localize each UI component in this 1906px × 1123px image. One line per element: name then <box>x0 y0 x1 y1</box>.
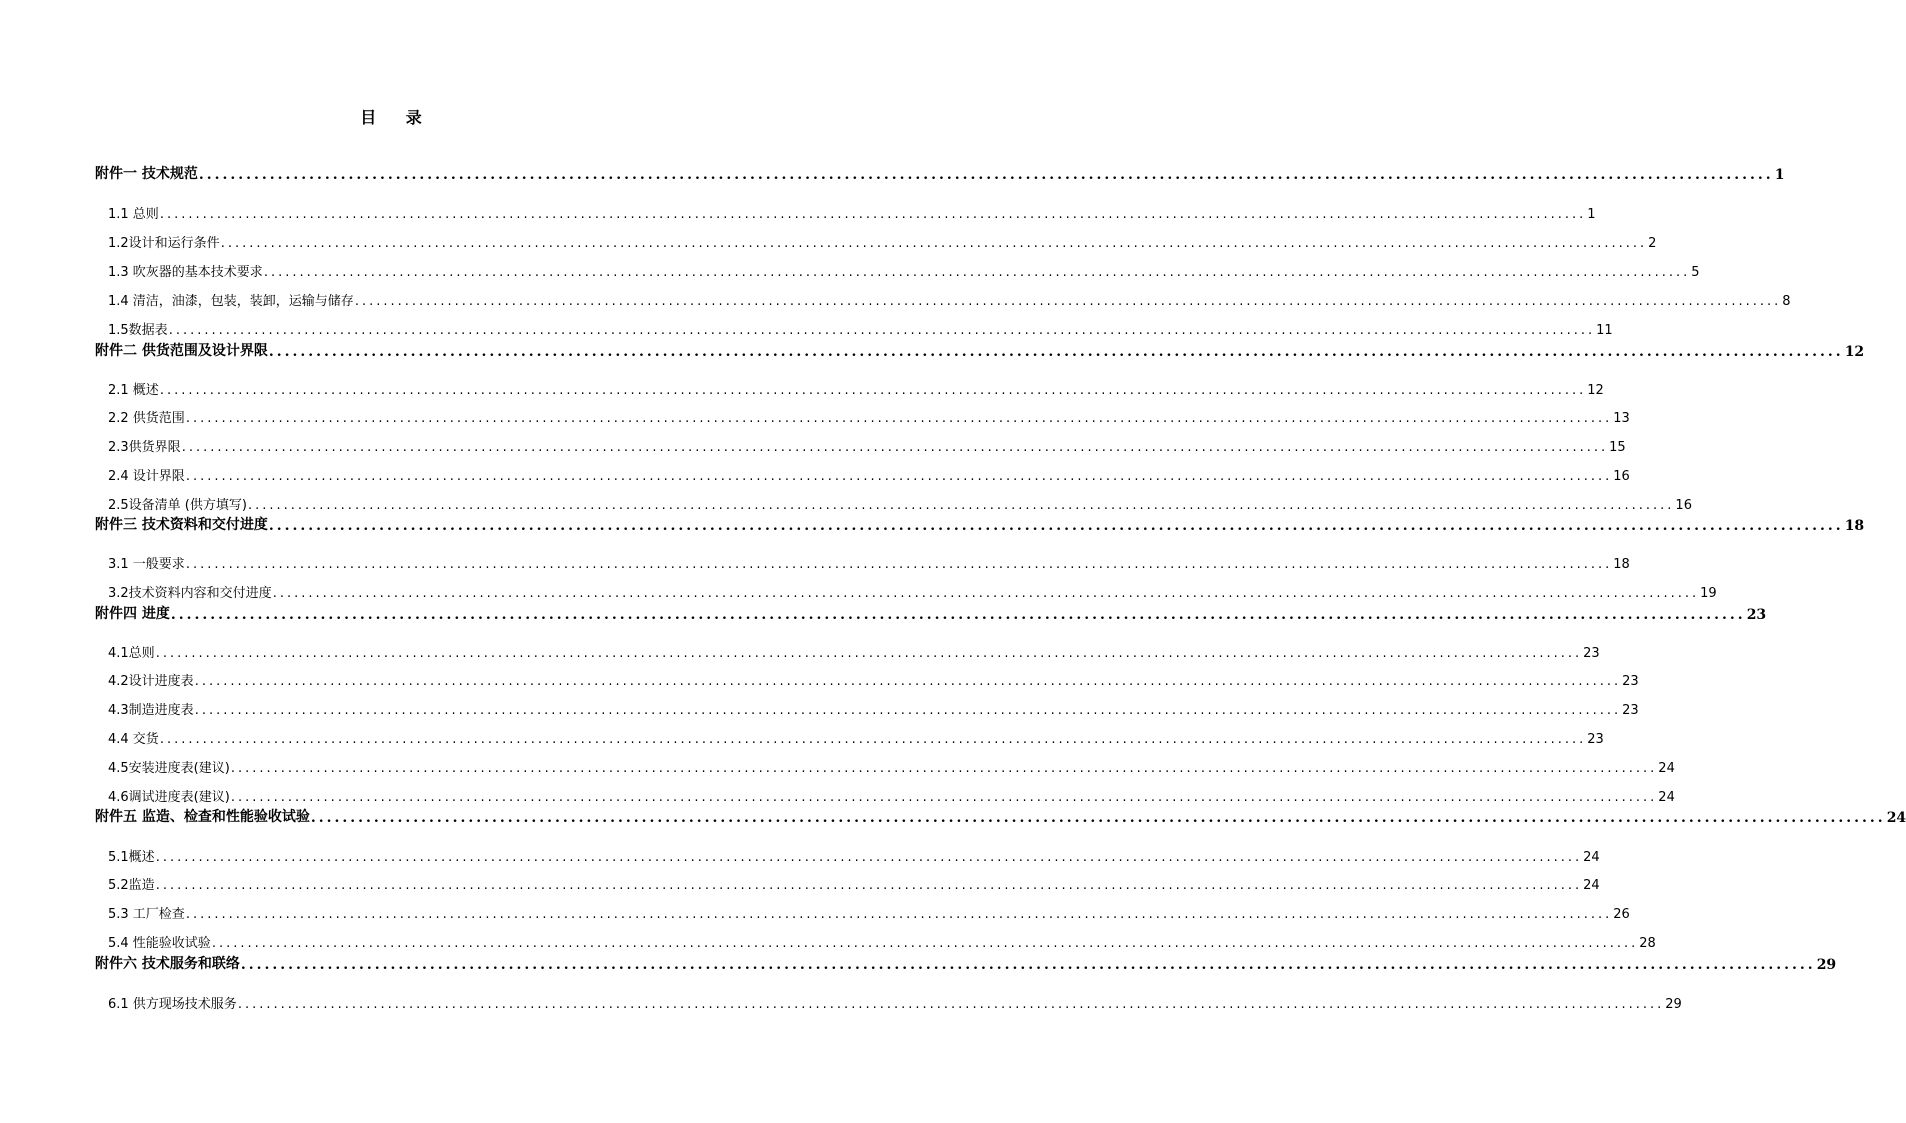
toc-entry-label: 5.1概述 <box>108 850 155 865</box>
toc-entry-label: 4.1总则 <box>108 646 155 661</box>
toc-page-number: 2 <box>1648 236 1657 251</box>
toc-page-number: 29 <box>1816 957 1837 973</box>
toc-entry-label: 3.1 一般要求 <box>108 557 185 572</box>
toc-entry-label: 4.6调试进度表(建议) <box>108 790 230 805</box>
toc-section-entry[interactable] <box>95 340 1865 360</box>
toc-subsection-entry[interactable] <box>108 874 1600 893</box>
toc-page-number: 23 <box>1622 674 1639 689</box>
toc-entry-label: 附件五 监造、检查和性能验收试验 <box>95 809 310 825</box>
toc-leader-dots: ........................................................................................................................................................................................................ <box>354 294 1782 309</box>
toc-leader-dots: ........................................................................................................................................................................................................ <box>272 586 1700 601</box>
toc-leader-dots: ........................................................................................................................................................................................................ <box>220 236 1648 251</box>
toc-entry-label: 3.2技术资料内容和交付进度 <box>108 586 272 601</box>
toc-subsection-entry[interactable] <box>108 290 1791 309</box>
toc-page-number: 23 <box>1622 703 1639 718</box>
toc-entry-label: 附件一 技术规范 <box>95 166 198 182</box>
toc-leader-dots: ........................................................................................................................................................................................................ <box>185 411 1613 426</box>
toc-page-number: 24 <box>1583 878 1600 893</box>
toc-leader-dots: ........................................................................................................................................................................................................ <box>185 557 1613 572</box>
toc-leader-dots: ........................................................................................................................................................................................................ <box>168 323 1596 338</box>
toc-leader-dots: ........................................................................................................................................................................................................ <box>194 703 1622 718</box>
toc-page-number: 28 <box>1639 936 1656 951</box>
toc-subsection-entry[interactable] <box>108 670 1639 689</box>
toc-page-number: 12 <box>1587 383 1604 398</box>
toc-leader-dots: ........................................................................................................................................................................................................ <box>230 761 1658 776</box>
toc-leader-dots: ........................................................................................................................................................................................................ <box>181 440 1609 455</box>
toc-subsection-entry[interactable] <box>108 846 1600 865</box>
toc-page-number: 11 <box>1596 323 1613 338</box>
toc-entry-label: 5.2监造 <box>108 878 155 893</box>
toc-subsection-entry[interactable] <box>108 903 1630 922</box>
toc-subsection-entry[interactable] <box>108 786 1675 805</box>
toc-subsection-entry[interactable] <box>108 379 1604 398</box>
toc-page-number: 13 <box>1613 411 1630 426</box>
toc-subsection-entry[interactable] <box>108 757 1675 776</box>
toc-subsection-entry[interactable] <box>108 993 1682 1012</box>
toc-subsection-entry[interactable] <box>108 436 1626 455</box>
toc-leader-dots: ........................................................................................................................................................................................................ <box>268 518 1844 534</box>
toc-section-entry[interactable] <box>95 514 1865 534</box>
toc-leader-dots: ........................................................................................................................................................................................................ <box>159 207 1587 222</box>
toc-subsection-entry[interactable] <box>108 465 1630 484</box>
toc-entry-label: 2.4 设计界限 <box>108 469 185 484</box>
toc-entry-label: 4.2设计进度表 <box>108 674 194 689</box>
toc-leader-dots: ........................................................................................................................................................................................................ <box>159 732 1587 747</box>
toc-entry-label: 附件四 进度 <box>95 606 170 622</box>
toc-subsection-entry[interactable] <box>108 642 1600 661</box>
toc-leader-dots: ........................................................................................................................................................................................................ <box>198 167 1774 183</box>
toc-page-number: 12 <box>1844 344 1865 360</box>
toc-leader-dots: ........................................................................................................................................................................................................ <box>211 936 1639 951</box>
toc-entry-label: 4.5安装进度表(建议) <box>108 761 230 776</box>
toc-entry-label: 2.3供货界限 <box>108 440 181 455</box>
toc-entry-label: 附件三 技术资料和交付进度 <box>95 517 268 533</box>
toc-page-number: 23 <box>1583 646 1600 661</box>
toc-page-number: 24 <box>1886 810 1906 826</box>
toc-page-number: 26 <box>1613 907 1630 922</box>
toc-page-number: 19 <box>1700 586 1717 601</box>
toc-entry-label: 5.4 性能验收试验 <box>108 936 211 951</box>
toc-entry-label: 1.2设计和运行条件 <box>108 236 220 251</box>
toc-section-entry[interactable] <box>95 806 1906 826</box>
toc-leader-dots: ........................................................................................................................................................................................................ <box>185 907 1613 922</box>
toc-page-number: 5 <box>1691 265 1700 280</box>
toc-entry-label: 6.1 供方现场技术服务 <box>108 997 237 1012</box>
toc-leader-dots: ........................................................................................................................................................................................................ <box>155 646 1583 661</box>
toc-entry-label: 1.5数据表 <box>108 323 168 338</box>
toc-entry-label: 1.4 清洁，油漆，包装，装卸，运输与储存 <box>108 294 354 309</box>
toc-subsection-entry[interactable] <box>108 319 1613 338</box>
toc-entry-label: 1.1 总则 <box>108 207 159 222</box>
toc-page-number: 24 <box>1658 790 1675 805</box>
toc-entry-label: 2.1 概述 <box>108 383 159 398</box>
toc-subsection-entry[interactable] <box>108 407 1630 426</box>
toc-entry-label: 4.4 交货 <box>108 732 159 747</box>
toc-entry-label: 5.3 工厂检查 <box>108 907 185 922</box>
toc-leader-dots: ........................................................................................................................................................................................................ <box>247 498 1675 513</box>
toc-leader-dots: ........................................................................................................................................................................................................ <box>310 810 1886 826</box>
toc-leader-dots: ........................................................................................................................................................................................................ <box>230 790 1658 805</box>
toc-leader-dots: ........................................................................................................................................................................................................ <box>159 383 1587 398</box>
toc-subsection-entry[interactable] <box>108 203 1596 222</box>
toc-page-number: 18 <box>1613 557 1630 572</box>
toc-subsection-entry[interactable] <box>108 932 1656 951</box>
toc-page-number: 16 <box>1613 469 1630 484</box>
toc-entry-label: 附件二 供货范围及设计界限 <box>95 343 268 359</box>
toc-entry-label: 2.2 供货范围 <box>108 411 185 426</box>
page-title: 目 录 <box>360 108 434 127</box>
toc-entry-label: 4.3制造进度表 <box>108 703 194 718</box>
toc-page-number: 18 <box>1844 518 1865 534</box>
toc-subsection-entry[interactable] <box>108 582 1717 601</box>
toc-leader-dots: ........................................................................................................................................................................................................ <box>155 878 1583 893</box>
toc-subsection-entry[interactable] <box>108 494 1692 513</box>
toc-page-number: 8 <box>1782 294 1791 309</box>
toc-page-number: 15 <box>1609 440 1626 455</box>
toc-leader-dots: ........................................................................................................................................................................................................ <box>185 469 1613 484</box>
toc-subsection-entry[interactable] <box>108 728 1604 747</box>
toc-subsection-entry[interactable] <box>108 232 1657 251</box>
toc-page-number: 1 <box>1587 207 1596 222</box>
toc-page-number: 24 <box>1658 761 1675 776</box>
toc-section-entry[interactable] <box>95 603 1767 623</box>
toc-page-number: 23 <box>1587 732 1604 747</box>
toc-leader-dots: ........................................................................................................................................................................................................ <box>170 607 1746 623</box>
toc-subsection-entry[interactable] <box>108 699 1639 718</box>
toc-entry-label: 2.5设备清单 (供方填写) <box>108 498 247 513</box>
toc-page-number: 16 <box>1675 498 1692 513</box>
toc-leader-dots: ........................................................................................................................................................................................................ <box>237 997 1665 1012</box>
toc-leader-dots: ........................................................................................................................................................................................................ <box>263 265 1691 280</box>
toc-page-number: 29 <box>1665 997 1682 1012</box>
toc-page-number: 23 <box>1746 607 1767 623</box>
toc-leader-dots: ........................................................................................................................................................................................................ <box>194 674 1622 689</box>
toc-page-number: 24 <box>1583 850 1600 865</box>
toc-section-entry[interactable] <box>95 163 1785 183</box>
toc-entry-label: 附件六 技术服务和联络 <box>95 956 240 972</box>
toc-subsection-entry[interactable] <box>108 553 1630 572</box>
toc-leader-dots: ........................................................................................................................................................................................................ <box>155 850 1583 865</box>
toc-page-number: 1 <box>1774 167 1785 183</box>
toc-subsection-entry[interactable] <box>108 261 1700 280</box>
toc-leader-dots: ........................................................................................................................................................................................................ <box>240 957 1816 973</box>
toc-section-entry[interactable] <box>95 953 1837 973</box>
toc-leader-dots: ........................................................................................................................................................................................................ <box>268 344 1844 360</box>
toc-entry-label: 1.3 吹灰器的基本技术要求 <box>108 265 263 280</box>
